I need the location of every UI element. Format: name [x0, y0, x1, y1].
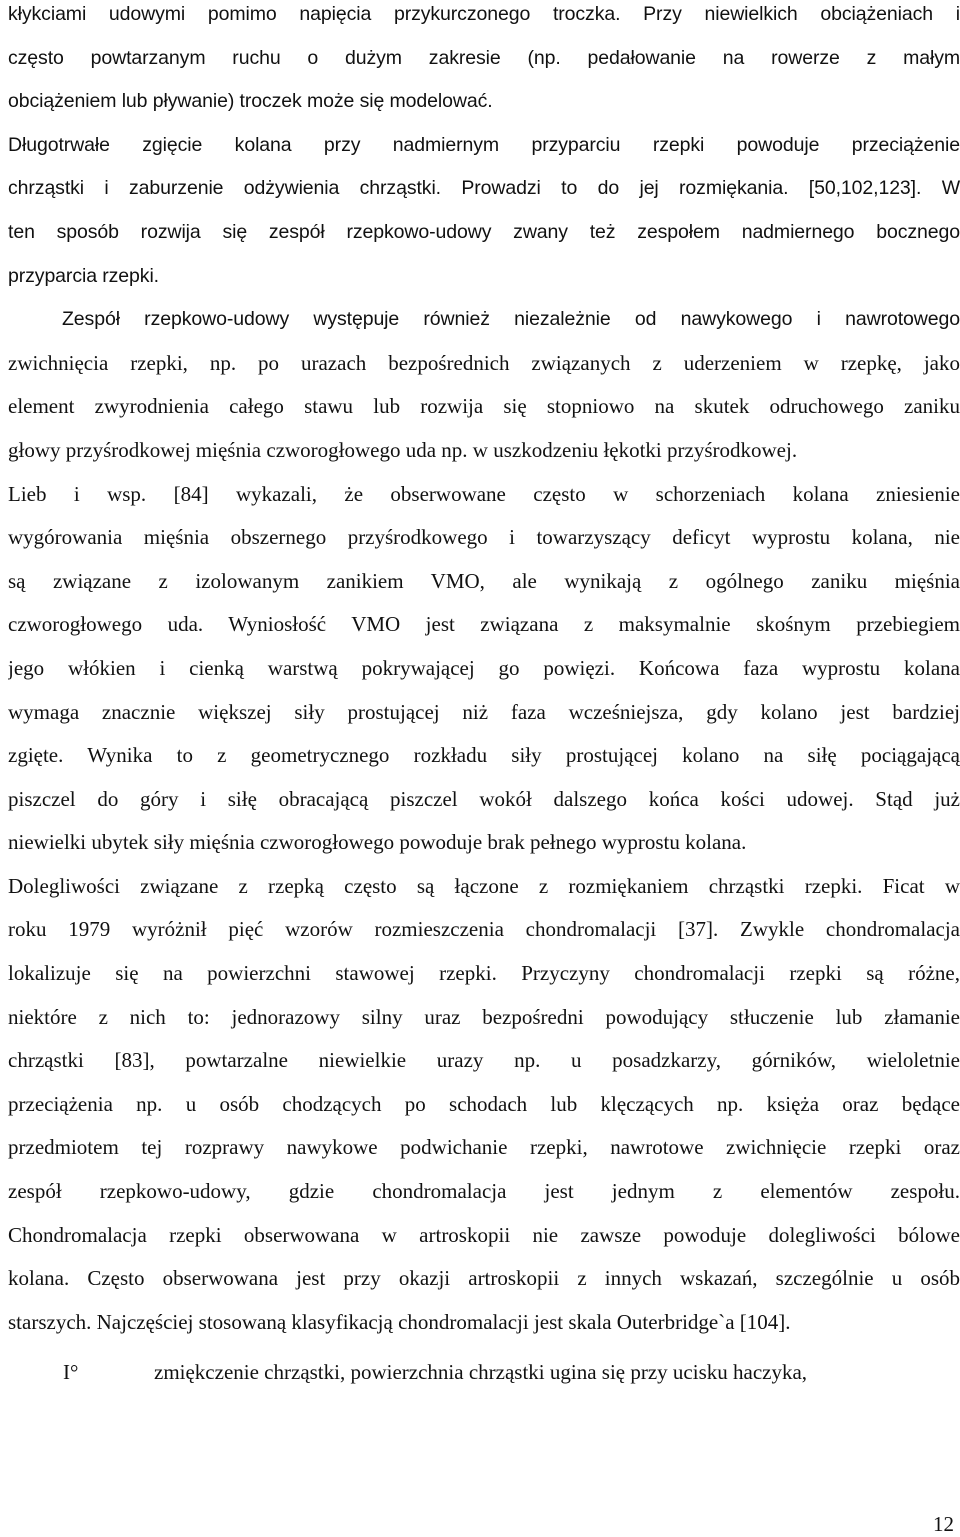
classification-grade-row: [0, 1352, 960, 1392]
text-line: przyparcia rzepki.: [8, 264, 160, 287]
text-line: starszych. Najczęściej stosowaną klasyfikacją chondromalacji jest skala Outerbridge`a [104].: [8, 1309, 791, 1334]
page-number: 12: [933, 1512, 954, 1536]
text-line: zgięte. Wynika to z geometrycznego rozkładu siły prostującej kolano na siłę pociągającą: [8, 743, 960, 768]
text-line: zespół rzepkowo-udowy, gdzie chondromalacja jest jednym z elementów zespołu.: [8, 1179, 960, 1204]
text-line: element zwyrodnienia całego stawu lub rozwija się stopniowo na skutek odruchowego zaniku: [8, 394, 960, 419]
text-line: przedmiotem tej rozprawy nawykowe podwichanie rzepki, nawrotowe zwichnięcie rzepki oraz: [8, 1135, 960, 1160]
text-line: są związane z izolowanym zanikiem VMO, ale wynikają z ogólnego zaniku mięśnia: [8, 568, 960, 593]
text-line: Chondromalacja rzepki obserwowana w artroskopii nie zawsze powoduje dolegliwości bólowe: [8, 1222, 960, 1247]
text-line: chrząstki i zaburzenie odżywienia chrząstki. Prowadzi to do jej rozmiękania. [50,102,123]. W: [8, 177, 960, 200]
text-line: lokalizuje się na powierzchni stawowej rzepki. Przyczyny chondromalacji rzepki są różne,: [8, 961, 960, 986]
text-line: zwichnięcia rzepki, np. po urazach bezpośrednich związanych z uderzeniem w rzepkę, jako: [8, 350, 960, 375]
text-line: Dolegliwości związane z rzepką często są łączone z rozmiękaniem chrząstki rzepki. Ficat w: [8, 873, 960, 898]
text-line: roku 1979 wyróżnił pięć wzorów rozmieszczenia chondromalacji [37]. Zwykle chondromalacja: [8, 917, 960, 942]
body-text: [8, 0, 960, 1344]
text-line: Długotrwałe zgięcie kolana przy nadmiernym przyparciu rzepki powoduje przeciążenie: [8, 133, 960, 156]
text-line: wygórowania mięśnia obszernego przyśrodkowego i towarzyszący deficyt wyprostu kolana, nie: [8, 525, 960, 550]
text-line: głowy przyśrodkowej mięśnia czworogłowego uda np. w uszkodzeniu łękotki przyśrodkowej.: [8, 437, 798, 462]
text-line: chrząstki [83], powtarzalne niewielkie urazy np. u posadzkarzy, górników, wieloletnie: [8, 1048, 960, 1073]
text-line: ten sposób rozwija się zespół rzepkowo-udowy zwany też zespołem nadmiernego bocznego: [8, 220, 960, 243]
text-line: przeciążenia np. u osób chodzących po schodach lub klęczących np. księża oraz będące: [8, 1091, 960, 1116]
text-line: kłykciami udowymi pomimo napięcia przykurczonego troczka. Przy niewielkich obciążeniach i: [8, 3, 960, 25]
text-line: niektóre z nich to: jednorazowy silny uraz bezpośredni powodujący stłuczenie lub złamanie: [8, 1004, 960, 1029]
text-line: obciążeniem lub pływanie) troczek może się modelować.: [8, 90, 493, 113]
text-line: wymaga znacznie większej siły prostującej niż faza wcześniejsza, gdy kolano jest bardziej: [8, 699, 960, 724]
text-line: piszczel do góry i siłę obracającą piszczel wokół dalszego końca kości udowej. Stąd już: [8, 786, 960, 811]
text-line: Lieb i wsp. [84] wykazali, że obserwowane często w schorzeniach kolana zniesienie: [8, 481, 960, 506]
grade-label: I°: [63, 1360, 79, 1384]
text-line: jego włókien i cienką warstwą pokrywającej go powięzi. Końcowa faza wyprostu kolana: [8, 655, 960, 680]
grade-description: zmiękczenie chrząstki, powierzchnia chrząstki ugina się przy ucisku haczyka,: [154, 1360, 808, 1384]
text-line: często powtarzanym ruchu o dużym zakresie (np. pedałowanie na rowerze z małym: [8, 46, 960, 69]
text-line: Zespół rzepkowo-udowy występuje również niezależnie od nawykowego i nawrotowego: [62, 308, 960, 331]
text-line: kolana. Często obserwowana jest przy okazji artroskopii z innych wskazań, szczególnie u osób: [8, 1266, 960, 1291]
text-line: niewielki ubytek siły mięśnia czworogłowego powoduje brak pełnego wyprostu kolana.: [8, 830, 747, 855]
text-line: czworogłowego uda. Wyniosłość VMO jest związana z maksymalnie skośnym przebiegiem: [8, 612, 960, 637]
